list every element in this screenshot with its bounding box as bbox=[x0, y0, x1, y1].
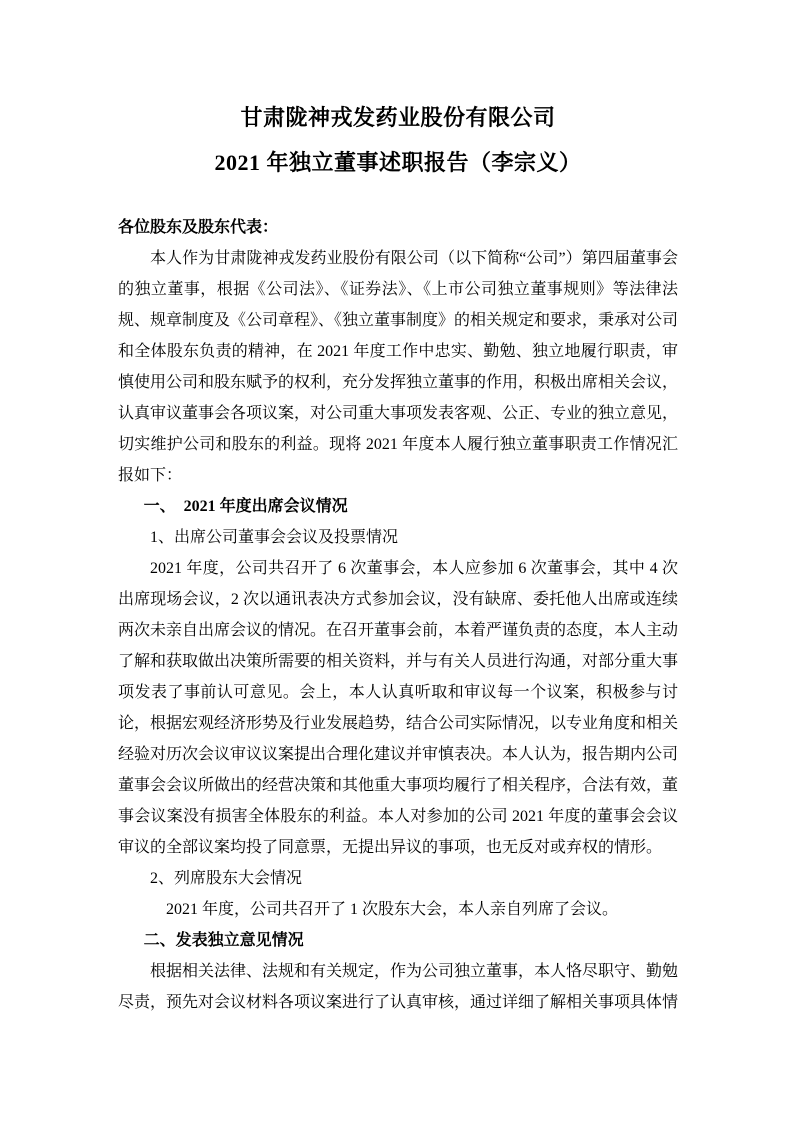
section-1-item-1-title: 1、出席公司董事会会议及投票情况 bbox=[150, 529, 399, 546]
section-1-item-1-paragraph: 2021 年度，公司共召开了 6 次董事会，本人应参加 6 次董事会，其中 4 次出席现场会议，2 次以通讯表决方式参加会议，没有缺席、委托他人出席或连续两次未亲自出席会议的情况。在召开董事会前，本着严谨负责的态度，本人主动了解和获取做出决策所需要的相关资料，并与有关人员进行沟通，对部分重大事项发表了事前认可意见。会上，本人认真听取和审议每一个议案，积极参与讨论，根据宏观经济形势及行业发展趋势，结合公司实际情况，以专业角度和相关经验对历次会议审议议案提出合理化建议并审慎表决。本人认为，报告期内公司董事会会议所做出的经营决策和其他重大事项均履行了相关程序，合法有效，董事会议案没有损害全体股东的利益。本人对参加的公司 2021 年度的董事会会议审议的全部议案均投了同意票，无提出异议的事项，也无反对或弃权的情形。 bbox=[118, 560, 679, 856]
section-1-item-2-paragraph: 2021 年度，公司共召开了 1 次股东大会，本人亲自列席了会议。 bbox=[166, 901, 619, 918]
document-body bbox=[118, 212, 678, 1018]
section-1-item-2-title: 2、列席股东大会情况 bbox=[150, 870, 303, 887]
intro-paragraph: 本人作为甘肃陇神戎发药业股份有限公司（以下简称“公司”）第四届董事会的独立董事，根据《公司法》、《证券法》、《上市公司独立董事规则》等法律法规、规章制度及《公司章程》、《独立董事制度》的相关规定和要求，秉承对公司和全体股东负责的精神，在 2021 年度工作中忠实、勤勉、独立地履行职责，审慎使用公司和股东赋予的权利，充分发挥独立董事的作用，积极出席相关会议，认真审议董事会各项议案，对公司重大事项发表客观、公正、专业的独立意见，切实维护公司和股东的利益。现将 2021 年度本人履行独立董事职责工作情况汇报如下： bbox=[118, 250, 679, 484]
section-2-heading: 二、发表独立意见情况 bbox=[143, 932, 304, 949]
salutation: 各位股东及股东代表： bbox=[118, 219, 279, 236]
section-2-paragraph: 根据相关法律、法规和有关规定，作为公司独立董事，本人恪尽职守、勤勉尽责，预先对会议材料各项议案进行了认真审核，通过详细了解相关事项具体情 bbox=[118, 963, 679, 1011]
company-title: 甘肃陇神戎发药业股份有限公司 bbox=[240, 105, 556, 130]
report-title: 2021 年独立董事述职报告（李宗义） bbox=[214, 150, 582, 175]
section-1-heading: 一、 2021 年度出席会议情况 bbox=[143, 498, 348, 515]
